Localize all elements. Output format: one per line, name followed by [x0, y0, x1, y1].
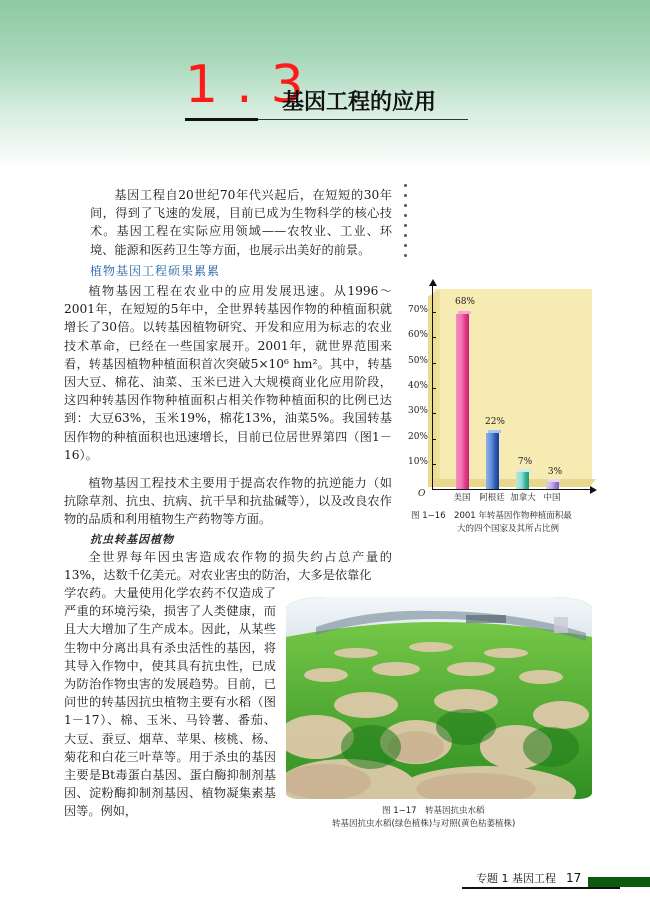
plant-paragraph-1: 植物基因工程在农业中的应用发展迅速。从1996～2001年，在短短的5年中，全世界转基因作物的种植面积就增长了30倍。以转基因植物研究、开发和应用为标志的农业技术革命，已经在一些国家展开。2001年，就世界范围来看，转基因植物种植面积首次突破5×10⁶ hm²。其中，转基因大豆、棉花、油菜、玉米已进入大规模商业化应用阶段，这四种转基因作物种植面积占相关作物种植面积的比例已达到：大豆63%，玉米19%，棉花13%，油菜5%。我国转基因作物的种植面积也迅速增长，目前已位居世界第四（图1－16）。	[64, 284, 392, 462]
y-tick-mark	[432, 337, 436, 338]
page-footer	[476, 870, 581, 886]
plant-paragraph-2: 植物基因工程技术主要用于提高农作物的抗逆能力（如抗除草剂、抗虫、抗病、抗干旱和抗盐碱等），以及改良农作物的品质和利用植物生产药物等方面。	[64, 476, 392, 527]
y-tick-label: 40%	[407, 381, 428, 391]
figure-1-16-caption-line2: 大的四个国家及其所占比例	[457, 524, 560, 534]
x-axis-arrow-icon	[590, 486, 597, 494]
y-tick-mark	[432, 312, 436, 313]
y-tick-mark	[432, 388, 436, 389]
y-tick-label: 30%	[407, 406, 428, 416]
y-tick-mark	[432, 464, 436, 465]
footer-rule	[462, 887, 620, 889]
bar-chart-gm-crop-area	[400, 283, 610, 503]
rice-field-photo	[286, 597, 592, 799]
bar-value-label: 3%	[547, 467, 563, 477]
insect-paragraph-1: 全世界每年因虫害造成农作物的损失约占总产量的13%，达数千亿美元。对农业害虫的防治，大多是依靠化	[64, 550, 392, 583]
subheading-plant-genetic-engineering: 植物基因工程硕果累累	[90, 264, 221, 278]
bar-value-label: 22%	[484, 417, 505, 427]
y-tick-label: 20%	[407, 432, 428, 442]
dotted-divider	[404, 184, 410, 264]
bar-china	[546, 482, 559, 489]
chart-floor	[428, 479, 596, 487]
y-tick-mark	[432, 439, 436, 440]
footer-chapter: 专题 1 基因工程	[476, 872, 556, 885]
figure-1-17-caption	[332, 805, 515, 831]
footer-green-bar	[588, 877, 650, 887]
bar-value-label: 7%	[517, 457, 533, 467]
figure-1-16-caption-line1: 图 1−16 2001 年转基因作物种植面积最	[411, 511, 572, 521]
figure-1-17-caption-line2: 转基因抗虫水稻(绿色植株)与对照(黄色枯萎植株)	[332, 819, 516, 829]
insect-paragraph-2: 学农药。大量使用化学农药不仅造成了严重的环境污染，损害了人类健康，而且大大增加了生产成本。因此，从某些生物中分离出具有杀虫活性的基因，将其导入作物中，使其具有抗虫性，已成为防治作物虫害的发展趋势。目前，已问世的转基因抗虫植物主要有水稻（图1－17）、棉、玉米、马铃薯、番茄、大豆、蚕豆、烟草、苹果、核桃、杨、菊花和白花三叶草等。用于杀虫的基因主要是Bt毒蛋白基因、蛋白酶抑制剂基因、淀粉酶抑制剂基因、植物凝集素基因等。例如，	[64, 586, 276, 819]
origin-label: O	[418, 489, 426, 499]
x-category-label: 阿根廷	[479, 493, 505, 503]
x-category-label: 中国	[543, 493, 561, 503]
bar-usa	[456, 314, 469, 489]
subheading-insect-resistant: 抗虫转基因植物	[90, 533, 174, 546]
section-title	[185, 55, 475, 125]
y-tick-mark	[432, 363, 436, 364]
section-heading: 基因工程的应用	[282, 90, 437, 115]
y-tick-mark	[432, 413, 436, 414]
page-number: 17	[566, 871, 582, 885]
title-underline	[185, 118, 258, 121]
x-axis	[432, 489, 592, 490]
y-tick-label: 60%	[407, 330, 428, 340]
y-axis-arrow-icon	[429, 279, 437, 286]
y-axis	[432, 283, 433, 489]
figure-1-17-caption-line1: 图 1−17 转基因抗虫水稻	[382, 806, 485, 816]
x-category-label: 加拿大	[510, 493, 536, 503]
y-tick-label: 10%	[407, 457, 428, 467]
y-tick-label: 70%	[407, 305, 428, 315]
section-number: 1.3	[185, 55, 322, 115]
bar-canada	[516, 472, 529, 489]
intro-paragraph: 基因工程自20世纪70年代兴起后，在短短的30年间，得到了飞速的发展，目前已成为生物科学的核心技术。基因工程在实际应用领域——农牧业、工业、环境、能源和医药卫生等方面，也展示出美好的前景。	[90, 188, 392, 257]
figure-1-16-caption	[411, 510, 572, 536]
bar-value-label: 68%	[454, 297, 475, 307]
x-category-label: 美国	[453, 493, 471, 503]
bar-argentina	[486, 433, 499, 489]
title-underline-thin	[258, 119, 468, 120]
y-tick-label: 50%	[407, 356, 428, 366]
